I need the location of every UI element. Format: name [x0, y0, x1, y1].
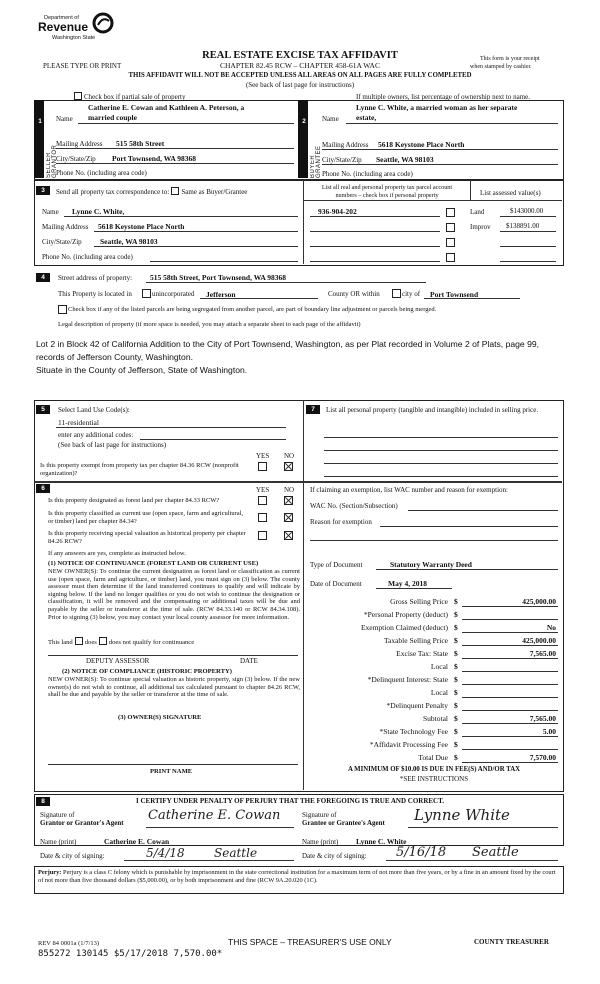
buyer-name-line1: Lynne C. White, a married woman as her separate — [356, 103, 518, 112]
exempt-yes-header: YES — [256, 452, 270, 460]
parcel-4-personal-checkbox[interactable] — [446, 253, 455, 262]
section-3-number: 3 — [36, 186, 50, 195]
land-use-label: Select Land Use Code(s): — [58, 406, 130, 414]
seller-phone-label: Phone No. (including area code) — [56, 169, 147, 177]
logo-dept-top: Department of — [44, 15, 79, 21]
forest-q1: Is this property designated as forest land per chapter 84.33 RCW? — [48, 497, 220, 504]
form-number: REV 84 0001a (1/7/13) — [38, 940, 100, 947]
section-4-number: 4 — [36, 273, 50, 282]
corr-city-value: Seattle, WA 98103 — [100, 237, 158, 246]
logo-dept-main: Revenue — [38, 20, 89, 34]
grantor-signature: Catherine E. Cowan — [148, 808, 281, 823]
exempt-question: Is this property exempt from property tax per chapter 84.36 RCW (nonprofit organization)? — [40, 462, 239, 477]
calc-row-label: *Personal Property (deduct) — [363, 610, 448, 619]
same-as-buyer-checkbox[interactable] — [171, 187, 179, 195]
partial-sale-checkbox[interactable] — [74, 92, 82, 100]
parcels-header-1: List all real and personal property tax parcel account — [321, 184, 453, 191]
partial-sale-label: Check box if partial sale of property — [84, 93, 186, 101]
land-value: $143000.00 — [510, 207, 544, 215]
assessed-header: List assessed value(s) — [480, 189, 541, 197]
calc-row-label: Excise Tax: State — [396, 649, 448, 658]
correspondence-row — [56, 187, 247, 196]
forest-q3: Is this property receiving special valuation as historical property per chapter 84.26 RCW? — [48, 530, 246, 545]
calc-row-label: Exemption Claimed (deduct) — [360, 623, 448, 632]
reason-label: Reason for exemption — [310, 518, 372, 526]
q1-no-checkbox[interactable] — [284, 496, 293, 505]
grantee-name-value: Lynne C. White — [356, 837, 407, 846]
grantor-city-hw: Seattle — [214, 846, 258, 860]
exempt-no-header: NO — [284, 452, 295, 460]
exemption-label: If claiming an exemption, list WAC number and reason for exemption: — [310, 486, 508, 494]
calc-row-value: 7,570.00 — [529, 753, 556, 762]
seller-name-line1: Catherine E. Cowan and Kathleen A. Peterson, a — [88, 103, 245, 112]
calc-row-dollar: $ — [454, 714, 458, 723]
city-of-label: city of — [402, 290, 421, 298]
grantee-date-label: Date & city of signing: — [302, 852, 367, 860]
buyer-address-label: Mailing Address — [322, 141, 369, 149]
parcel-1-value: 936-904-202 — [318, 207, 357, 216]
exempt-no-checkbox[interactable] — [284, 462, 293, 471]
unincorporated-checkbox[interactable] — [142, 289, 151, 298]
does-label: does — [84, 639, 97, 646]
calc-row-value: 425,000.00 — [522, 597, 556, 606]
see-instructions-note: *SEE INSTRUCTIONS — [399, 775, 469, 783]
certify-statement: I CERTIFY UNDER PENALTY OF PERJURY THAT THE FOREGOING IS TRUE AND CORRECT. — [136, 797, 445, 805]
seller-city-value: Port Townsend, WA 98368 — [112, 154, 197, 163]
calc-row-value: 5.00 — [542, 727, 556, 736]
calc-row-label: *Delinquent Interest: State — [367, 675, 448, 684]
legal-line-1: Lot 2 in Block 42 of California Addition to the City of Port Townsend, Washington, as per Plat recorded in Volume 2 of Plats, page 99, — [36, 339, 540, 349]
perjury-label: Perjury: — [38, 869, 62, 876]
parcels-header-2: numbers – check box if personal property — [335, 192, 439, 199]
doc-type-label: Type of Document — [310, 561, 363, 569]
doc-type-value: Statutory Warranty Deed — [390, 560, 472, 569]
this-land-label: This land — [48, 639, 73, 646]
grantor-name-value: Catherine E. Cowan — [104, 837, 170, 846]
grantor-date-label: Date & city of signing: — [40, 852, 105, 860]
corr-address-label: Mailing Address — [42, 223, 89, 231]
city-value: Port Townsend — [430, 290, 479, 299]
county-label: County OR within — [328, 290, 380, 298]
q3-no-checkbox[interactable] — [284, 531, 293, 540]
any-yes-note: If any answers are yes, complete as instructed below. — [48, 550, 186, 557]
section-5-number: 5 — [36, 405, 50, 414]
improv-label: Improv — [470, 223, 491, 231]
calc-row-dollar: $ — [454, 688, 458, 697]
perjury-text: Perjury is a class C felony which is punishable by imprisonment in the state correctional institution for a maximum term of not more than five years, or by a fine in an amount fixed by the court of not more than five thousand dollars ($5,000.00), or by both imprisonment and fine (RCW 9A.20.020 (1C). — [38, 869, 556, 884]
q3-yes-checkbox[interactable] — [258, 531, 267, 540]
grantor-date-hw: 5/4/18 — [146, 846, 185, 860]
grantee-sig-label-2: Grantee or Grantee's Agent — [302, 819, 385, 827]
grantor-sig-label-1: Signature of — [40, 811, 75, 819]
washington-logo-icon — [92, 12, 114, 34]
correspondence-label: Send all property tax correspondence to: — [56, 188, 170, 196]
deputy-assessor-label: DEPUTY ASSESSOR — [86, 657, 150, 665]
segregated-checkbox[interactable] — [58, 305, 67, 314]
form-warning: THIS AFFIDAVIT WILL NOT BE ACCEPTED UNLESS ALL AREAS ON ALL PAGES ARE FULLY COMPLETED — [128, 72, 472, 79]
calc-row-value: No — [546, 623, 556, 632]
corr-city-label: City/State/Zip — [42, 238, 82, 246]
treasurer-stamp: 855272 130145 $5/17/2018 7,570.00* — [38, 949, 223, 959]
notice1-title: (1) NOTICE OF CONTINUANCE (FOREST LAND OR CURRENT USE) — [48, 560, 259, 567]
grantee-city-hw: Seattle — [472, 845, 519, 860]
calc-row-label: *Affidavit Processing Fee — [369, 740, 448, 749]
does-not-qualify-checkbox[interactable] — [99, 637, 107, 645]
buyer-phone-label: Phone No. (including area code) — [322, 170, 413, 178]
corr-name-value: Lynne C. White, — [72, 207, 125, 216]
notice2-body: NEW OWNER(S): To continue special valuation as historic property, sign (3) below. If the new owner(s) do not wish to continue, all additional tax calculated pursuant to chapter 84.26 RCW, shall be due and payable by the seller or transferor at the time of sale. — [48, 676, 300, 699]
calc-row-dollar: $ — [454, 623, 458, 632]
q1-yes-checkbox[interactable] — [258, 496, 267, 505]
legal-line-2: records of Jefferson County, Washington. — [36, 352, 193, 362]
perjury-notice — [38, 869, 560, 885]
assessor-date-label: DATE — [240, 657, 258, 665]
buyer-city-value: Seattle, WA 98103 — [376, 155, 434, 164]
q2-yes-checkbox[interactable] — [258, 513, 267, 522]
grantor-name-label: Name (print) — [40, 838, 77, 846]
section-8-number: 8 — [36, 797, 50, 806]
county-treasurer-label: COUNTY TREASURER — [474, 938, 549, 946]
county-value: Jefferson — [206, 290, 236, 299]
legal-label: Legal description of property (if more space is needed, you may attach a separate sheet to each page of the affidavit) — [58, 321, 361, 328]
treasurer-space-label: THIS SPACE – TREASURER'S USE ONLY — [228, 937, 392, 947]
continuance-row — [48, 637, 194, 647]
buyer-name-label: Name — [322, 115, 339, 123]
print-name-label: PRINT NAME — [150, 768, 193, 775]
seller-name-label: Name — [56, 115, 73, 123]
forest-q2: Is this property classified as current use (open space, farm and agricultural, or timber) land per chapter 84.34? — [48, 510, 244, 525]
street-label: Street address of property: — [58, 274, 133, 282]
calc-row-label: Subtotal — [422, 714, 448, 723]
forest-yes-header: YES — [256, 486, 270, 494]
calc-row-label: Taxable Selling Price — [383, 636, 448, 645]
see-back-note: (See back of last page for instructions) — [245, 81, 355, 89]
land-use-see-back: (See back of last page for instructions) — [58, 441, 167, 449]
calc-row-value: 7,565.00 — [529, 649, 556, 658]
forest-no-header: NO — [284, 486, 295, 494]
calc-row-label: Gross Selling Price — [390, 597, 448, 606]
receipt-note-1: This form is your receipt — [480, 56, 540, 62]
calc-row-dollar: $ — [454, 649, 458, 658]
buyer-address-value: 5618 Keystone Place North — [378, 140, 465, 149]
calc-row-dollar: $ — [454, 662, 458, 671]
please-type-label: PLEASE TYPE OR PRINT — [43, 62, 122, 70]
revenue-logo — [38, 12, 118, 48]
calc-row-label: Local — [430, 662, 448, 671]
corr-phone-label: Phone No. (including area code) — [42, 253, 133, 261]
seller-city-label: City/State/Zip — [56, 155, 96, 163]
grantee-signature: Lynne White — [414, 806, 510, 824]
calc-row-dollar: $ — [454, 610, 458, 619]
calc-row-dollar: $ — [454, 727, 458, 736]
does-qualify-checkbox[interactable] — [75, 637, 83, 645]
seller-address-value: 515 58th Street — [116, 139, 165, 148]
calc-row-dollar: $ — [454, 740, 458, 749]
grantee-date-hw: 5/16/18 — [396, 845, 447, 860]
personal-property-label: List all personal property (tangible and intangible) included in selling price. — [326, 406, 539, 414]
seller-side-label: SELLER GRANTOR — [46, 144, 58, 178]
calc-row-dollar: $ — [454, 701, 458, 710]
q2-no-checkbox[interactable] — [284, 513, 293, 522]
parcel-1-personal-checkbox[interactable] — [446, 208, 455, 217]
wac-label: WAC No. (Section/Subsection) — [310, 502, 398, 510]
segregated-note: Check box if any of the listed parcels are being segregated from another parcel, are part of boundary line adjustment or parcels being merged. — [68, 306, 437, 313]
buyer-city-label: City/State/Zip — [322, 156, 362, 164]
section-6-number: 6 — [36, 484, 50, 493]
corr-name-label: Name — [42, 208, 59, 216]
parcel-2-personal-checkbox[interactable] — [446, 223, 455, 232]
corr-address-value: 5618 Keystone Place North — [98, 222, 185, 231]
seller-name-line2: married couple — [88, 113, 137, 122]
legal-line-3: Situate in the County of Jefferson, State of Washington. — [36, 365, 248, 375]
grantee-name-label: Name (print) — [302, 838, 339, 846]
notice2-title: (2) NOTICE OF COMPLIANCE (HISTORIC PROPERTY) — [62, 668, 232, 675]
same-as-buyer-label: Same as Buyer/Grantee — [181, 188, 248, 196]
section-2-number: 2 — [300, 117, 308, 126]
buyer-side-label: BUYER GRANTEE — [310, 145, 322, 178]
calc-row-label: *State Technology Fee — [379, 727, 448, 736]
section-7-number: 7 — [306, 405, 320, 414]
additional-codes-label: enter any additional codes: — [58, 431, 134, 439]
land-label: Land — [470, 208, 485, 216]
form-chapter: CHAPTER 82.45 RCW – CHAPTER 458-61A WAC — [220, 61, 380, 70]
calc-row-label: Total Due — [418, 753, 448, 762]
grantor-sig-label-2: Grantor or Grantor's Agent — [40, 819, 124, 827]
calc-row-dollar: $ — [454, 675, 458, 684]
calc-row-dollar: $ — [454, 636, 458, 645]
multiple-owners-note: If multiple owners, list percentage of ownership next to name. — [356, 93, 530, 101]
seller-address-label: Mailing Address — [56, 140, 103, 148]
unincorporated-label: unincorporated — [152, 290, 195, 298]
calc-row-label: *Delinquent Penalty — [386, 701, 448, 710]
parcel-3-personal-checkbox[interactable] — [446, 238, 455, 247]
owner-signature-label: (3) OWNER(S) SIGNATURE — [118, 714, 202, 721]
notice1-body: NEW OWNER(S): To continue the current designation as forest land or classification as current use (open space, farm and agriculture, or timber) land, you must sign on (3) below. The county assessor must then determine if the land transferred continues to qualify and will indicate by signing below. If the land no longer qualifies or you do not wish to continue the designation or classification, it will be removed and the compensating or additional taxes will be due and payable by the seller or transferor at the time of sale. (RCW 84.33.140 or RCW 84.34.108). Prior to signing (3) below, you may contact your local county assessor for more information. — [48, 568, 300, 621]
improv-value: $138891.00 — [506, 222, 540, 230]
calc-row-value: 425,000.00 — [522, 636, 556, 645]
section-1-number: 1 — [36, 117, 44, 126]
street-value: 515 58th Street, Port Townsend, WA 98368 — [150, 273, 286, 282]
calc-row-label: Local — [430, 688, 448, 697]
form-title: REAL ESTATE EXCISE TAX AFFIDAVIT — [202, 50, 398, 61]
calc-row-dollar: $ — [454, 753, 458, 762]
buyer-name-line2: estate, — [356, 113, 377, 122]
grantee-sig-label-1: Signature of — [302, 811, 337, 819]
land-use-code: 11-residential — [58, 418, 99, 427]
doc-date-value: May 4, 2018 — [388, 579, 427, 588]
doc-date-label: Date of Document — [310, 580, 362, 588]
exempt-yes-checkbox[interactable] — [258, 462, 267, 471]
logo-dept-state: Washington State — [52, 35, 96, 41]
does-not-label: does not qualify for continuance — [108, 639, 195, 646]
calc-row-dollar: $ — [454, 597, 458, 606]
minimum-fee-note: A MINIMUM OF $10.00 IS DUE IN FEE(S) AND/OR TAX — [347, 766, 521, 773]
calc-row-value: 7,565.00 — [529, 714, 556, 723]
receipt-note-2: when stamped by cashier. — [470, 64, 532, 70]
city-of-checkbox[interactable] — [392, 289, 401, 298]
located-label: This Property is located in — [58, 290, 132, 298]
